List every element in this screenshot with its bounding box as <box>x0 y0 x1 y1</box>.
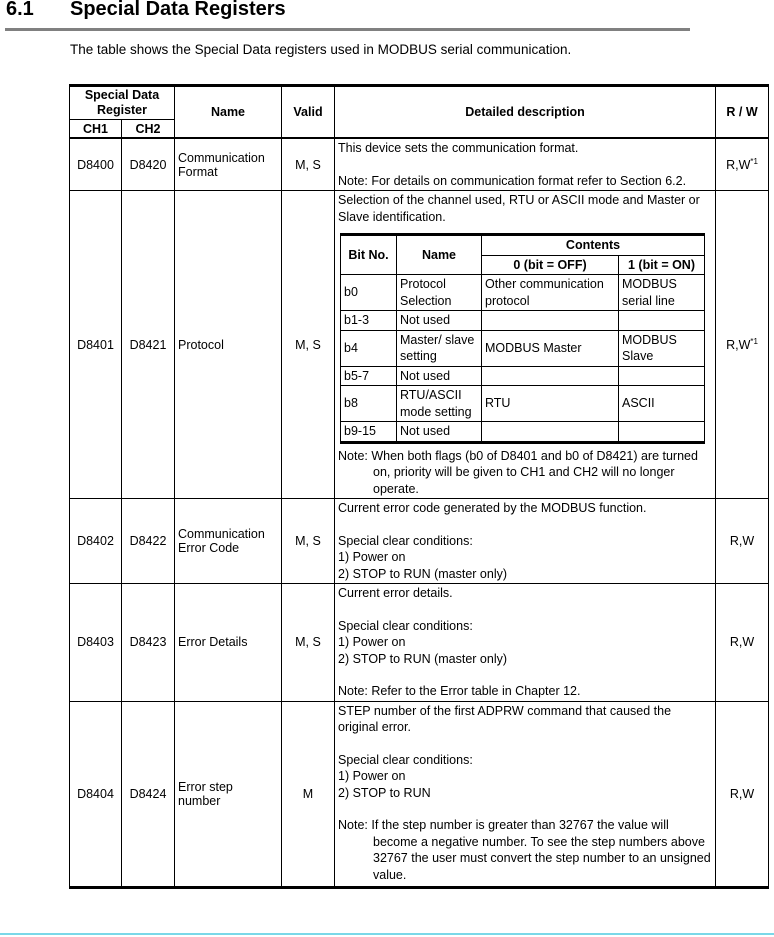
description-cell <box>335 191 716 499</box>
bit-off-cell: RTU <box>482 386 619 422</box>
name-cell: Communication Format <box>175 138 282 191</box>
clear-condition-2: 2) STOP to RUN (master only) <box>338 566 508 581</box>
description-note: Note: If the step number is greater than 32767 the value will become a negative number. To see the step numbers above 32767 the user must convert the step number to an unsigned value. <box>338 818 711 882</box>
bit-cell: b5-7 <box>341 366 397 386</box>
valid-cell: M, S <box>282 584 335 702</box>
description-text: Selection of the channel used, RTU or ASCII mode and Master or Slave identification. <box>338 193 700 224</box>
intro-text: The table shows the Special Data registers used in MODBUS serial communication. <box>70 42 572 57</box>
ch1-cell: D8400 <box>70 138 122 191</box>
clear-conditions-title: Special clear conditions: <box>338 752 473 767</box>
description-text: Current error details. <box>338 586 453 600</box>
ch2-cell: D8421 <box>122 191 175 499</box>
bit-header: Bit No. <box>341 235 397 275</box>
bit-row <box>341 311 705 331</box>
ch2-cell: D8420 <box>122 138 175 191</box>
bit-on-cell <box>619 422 705 443</box>
section-title: Special Data Registers <box>70 0 286 20</box>
table-row <box>70 499 769 584</box>
name-cell: Error step number <box>175 701 282 888</box>
ch1-cell: D8403 <box>70 584 122 702</box>
clear-condition-1: 1) Power on <box>338 550 406 564</box>
table-row <box>70 138 769 191</box>
rw-value: R,W <box>726 158 751 173</box>
header-rule <box>5 28 690 31</box>
description-note: Note: Refer to the Error table in Chapter 12. <box>338 684 581 698</box>
rw-footnote: *1 <box>750 336 758 346</box>
bit-off-cell <box>482 311 619 331</box>
description-text: Current error code generated by the MODBUS function. <box>338 501 647 515</box>
on-header: 1 (bit = ON) <box>619 255 705 275</box>
bit-on-cell: MODBUS Slave <box>619 330 705 366</box>
name-cell: Protocol <box>175 191 282 499</box>
ch1-cell: D8402 <box>70 499 122 584</box>
bit-name-cell: Not used <box>397 311 482 331</box>
valid-cell: M, S <box>282 191 335 499</box>
ch2-cell: D8424 <box>122 701 175 888</box>
description-cell <box>335 138 716 191</box>
section-number: 6.1 <box>6 0 34 20</box>
header-name: Name <box>175 86 282 139</box>
bit-off-cell: MODBUS Master <box>482 330 619 366</box>
bit-row <box>341 422 705 443</box>
description-note: Note: For details on communication format refer to Section 6.2. <box>338 173 687 188</box>
header-register: Special Data Register <box>70 86 175 120</box>
valid-cell: M, S <box>282 138 335 191</box>
ch1-cell: D8401 <box>70 191 122 499</box>
header-rw: R / W <box>716 86 769 139</box>
bit-name-cell: RTU/ASCII mode setting <box>397 386 482 422</box>
bit-cell: b4 <box>341 330 397 366</box>
table-row <box>70 191 769 499</box>
ch2-cell: D8423 <box>122 584 175 702</box>
description-text: STEP number of the first ADPRW command that caused the original error. <box>338 703 672 734</box>
bit-off-cell <box>482 422 619 443</box>
clear-condition-2: 2) STOP to RUN <box>338 785 431 800</box>
header-ch2: CH2 <box>122 120 175 139</box>
bit-on-cell <box>619 366 705 386</box>
rw-value: R,W <box>726 338 751 353</box>
bit-on-cell: MODBUS serial line <box>619 275 705 311</box>
valid-cell: M, S <box>282 499 335 584</box>
off-header: 0 (bit = OFF) <box>482 255 619 275</box>
description-text: This device sets the communication format. <box>338 141 579 155</box>
clear-conditions-title: Special clear conditions: <box>338 618 473 633</box>
clear-condition-2: 2) STOP to RUN (master only) <box>338 651 508 666</box>
valid-cell: M <box>282 701 335 888</box>
bit-off-cell: Other communication protocol <box>482 275 619 311</box>
description-cell <box>335 499 716 584</box>
bit-cell: b9-15 <box>341 422 397 443</box>
bit-cell: b8 <box>341 386 397 422</box>
rw-cell <box>716 138 769 191</box>
bit-row <box>341 386 705 422</box>
name-cell: Communication Error Code <box>175 499 282 584</box>
description-cell <box>335 584 716 702</box>
ch1-cell: D8404 <box>70 701 122 888</box>
bit-name-cell: Not used <box>397 366 482 386</box>
table-row <box>70 584 769 702</box>
bit-name-cell: Protocol Selection <box>397 275 482 311</box>
header-valid: Valid <box>282 86 335 139</box>
bit-name-cell: Not used <box>397 422 482 443</box>
clear-conditions-title: Special clear conditions: <box>338 533 473 548</box>
header-ch1: CH1 <box>70 120 122 139</box>
table-row <box>70 701 769 888</box>
special-data-registers-table <box>69 84 769 889</box>
bit-row <box>341 366 705 386</box>
rw-cell <box>716 191 769 499</box>
header-description: Detailed description <box>335 86 716 139</box>
name-cell: Error Details <box>175 584 282 702</box>
bit-cell: b0 <box>341 275 397 311</box>
rw-footnote: *1 <box>750 156 758 166</box>
footer-rule <box>0 933 774 935</box>
rw-cell: R,W <box>716 499 769 584</box>
bit-on-cell: ASCII <box>619 386 705 422</box>
clear-condition-1: 1) Power on <box>338 635 406 649</box>
ch2-cell: D8422 <box>122 499 175 584</box>
bit-cell: b1-3 <box>341 311 397 331</box>
bit-name-cell: Master/ slave setting <box>397 330 482 366</box>
bit-row <box>341 275 705 311</box>
bit-on-cell <box>619 311 705 331</box>
rw-cell: R,W <box>716 584 769 702</box>
clear-condition-1: 1) Power on <box>338 769 406 783</box>
rw-cell: R,W <box>716 701 769 888</box>
bit-name-header: Name <box>397 235 482 275</box>
contents-header: Contents <box>482 235 705 256</box>
bit-off-cell <box>482 366 619 386</box>
description-note: Note: When both flags (b0 of D8401 and b0 of D8421) are turned on, priority will be given to CH1 and CH2 will no longer operate. <box>338 448 698 496</box>
bit-row <box>341 330 705 366</box>
description-cell <box>335 701 716 888</box>
bit-table <box>340 233 705 444</box>
